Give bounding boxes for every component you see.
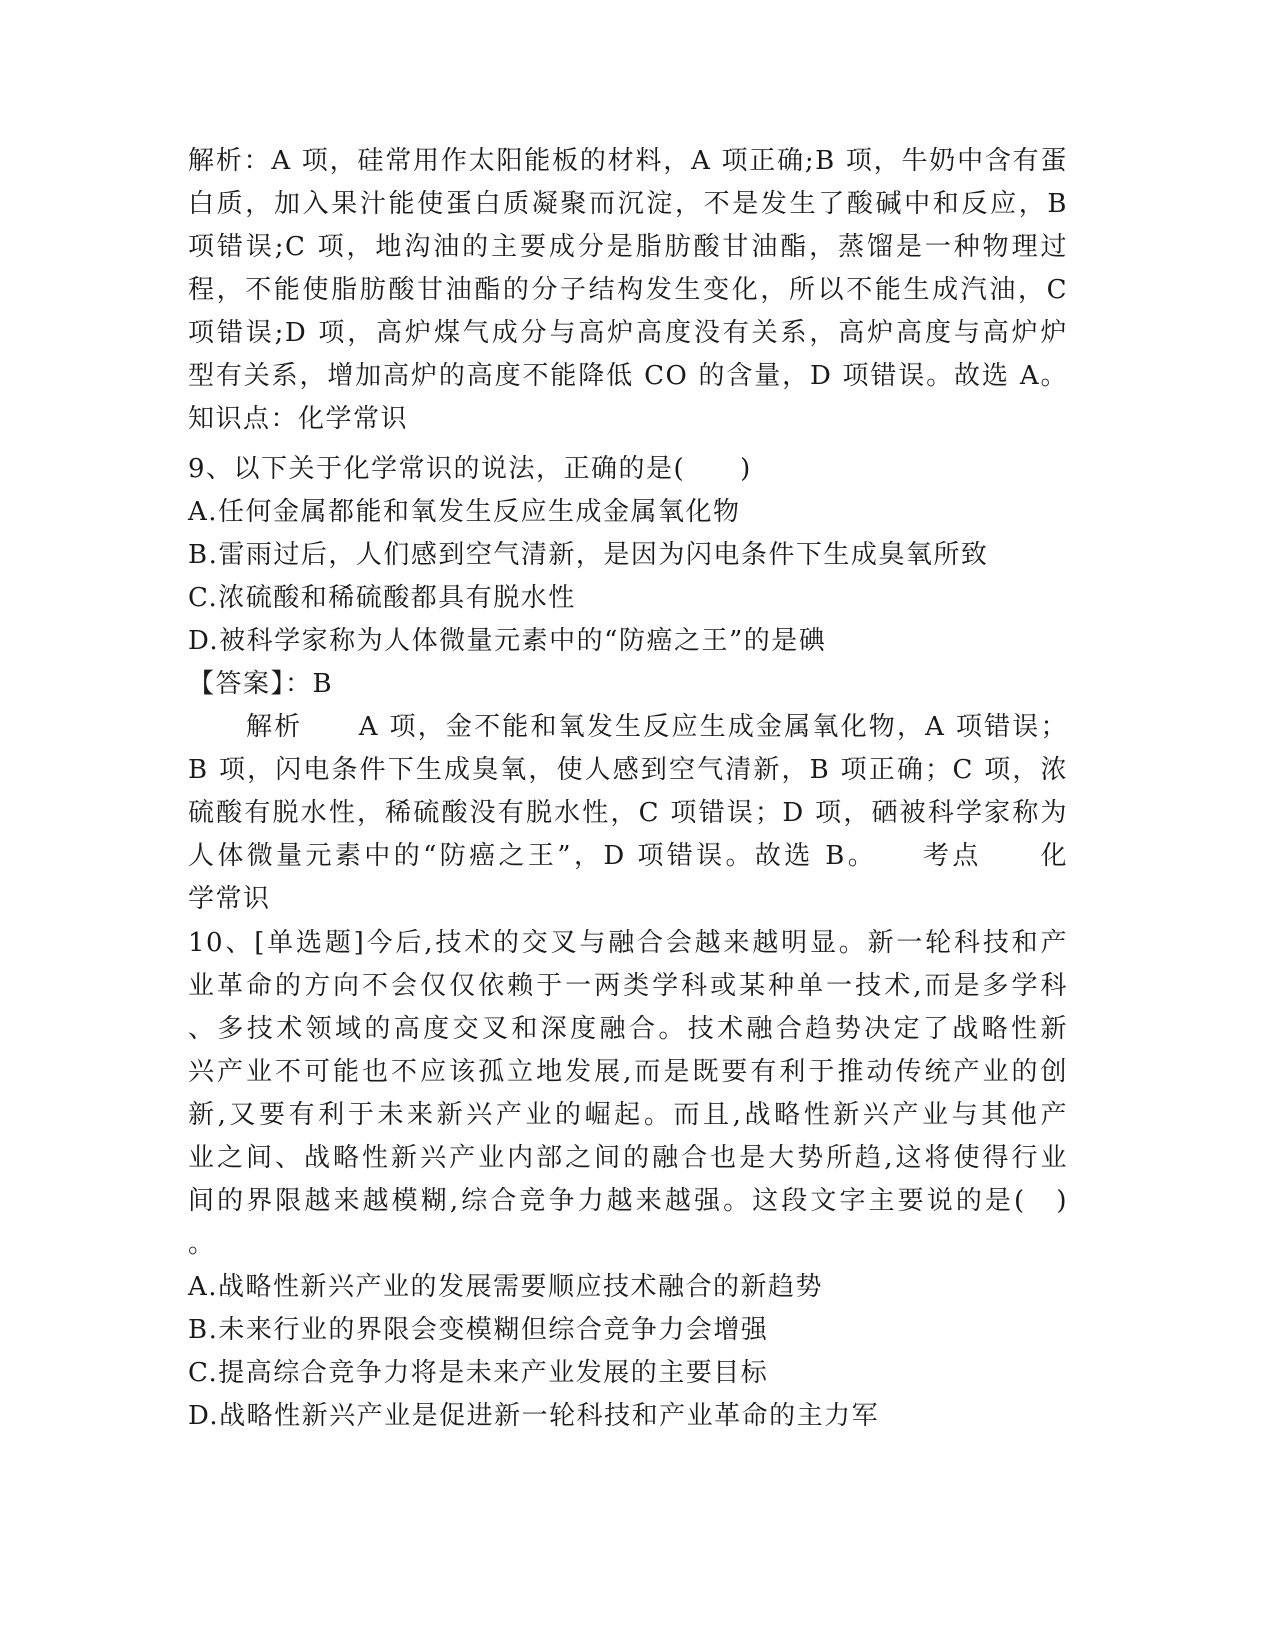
q10-stem-line: 、多技术领域的高度交叉和深度融合。技术融合趋势决定了战略性新 [188,1014,1068,1044]
q8-analysis-line: 解析：A 项，硅常用作太阳能板的材料，A 项正确;B 项，牛奶中含有蛋 [188,146,1068,176]
q10-option-c: C.提高综合竞争力将是未来产业发展的主要目标 [188,1358,769,1388]
q10-option-d: D.战略性新兴产业是促进新一轮科技和产业革命的主力军 [188,1401,880,1431]
q9-option-b: B.雷雨过后，人们感到空气清新，是因为闪电条件下生成臭氧所致 [188,540,989,570]
q9-answer: 【答案】：B [188,669,334,699]
q8-knowledge-point: 知识点：化学常识 [188,404,409,434]
q9-analysis-line: 学常识 [188,884,271,914]
q9-analysis-line: 解析 A 项，金不能和氧发生反应生成金属氧化物，A 项错误； [246,712,1068,742]
q10-option-b: B.未来行业的界限会变模糊但综合竞争力会增强 [188,1315,769,1345]
q10-stem-line: 兴产业不可能也不应该孤立地发展,而是既要有利于推动传统产业的创 [188,1057,1068,1087]
q10-stem-line: 业之间、战略性新兴产业内部之间的融合也是大势所趋,这将使得行业 [188,1143,1068,1173]
question-10 [188,922,1068,1438]
q8-analysis-line: 型有关系，增加高炉的高度不能降低 CO 的含量，D 项错误。故选 A。 [188,361,1068,391]
q9-analysis-line: 硫酸有脱水性，稀硫酸没有脱水性，C 项错误；D 项，硒被科学家称为 [188,798,1068,828]
q8-analysis [188,140,1068,441]
q9-analysis-line: 人体微量元素中的“防癌之王”，D 项错误。故选 B。 考点 化 [188,841,1068,871]
question-9 [188,448,1068,921]
q9-option-a: A.任何金属都能和氧发生反应生成金属氧化物 [188,497,741,527]
q9-option-d: D.被科学家称为人体微量元素中的“防癌之王”的是碘 [188,626,827,656]
q10-stem-line: 业革命的方向不会仅仅依赖于一两类学科或某种单一技术,而是多学科 [188,971,1068,1001]
q10-option-a: A.战略性新兴产业的发展需要顺应技术融合的新趋势 [188,1272,824,1302]
q8-analysis-line: 程，不能使脂肪酸甘油酯的分子结构发生变化，所以不能生成汽油，C [188,275,1068,305]
q10-stem-line: 新,又要有利于未来新兴产业的崛起。而且,战略性新兴产业与其他产 [188,1100,1068,1130]
q9-analysis-line: B 项，闪电条件下生成臭氧，使人感到空气清新，B 项正确；C 项，浓 [188,755,1068,785]
q8-analysis-line: 白质，加入果汁能使蛋白质凝聚而沉淀，不是发生了酸碱中和反应，B [188,189,1068,219]
q8-analysis-line: 项错误;D 项，高炉煤气成分与高炉高度没有关系，高炉高度与高炉炉 [188,318,1068,348]
q9-stem: 9、以下关于化学常识的说法，正确的是( ) [188,454,752,484]
q10-stem-line: 10、[单选题]今后,技术的交叉与融合会越来越明显。新一轮科技和产 [188,928,1068,958]
q10-stem-line: 。 [188,1229,216,1259]
q8-analysis-line: 项错误;C 项，地沟油的主要成分是脂肪酸甘油酯，蒸馏是一种物理过 [188,232,1068,262]
q9-option-c: C.浓硫酸和稀硫酸都具有脱水性 [188,583,576,613]
q10-stem-line: 间的界限越来越模糊,综合竞争力越来越强。这段文字主要说的是( ) [188,1186,1068,1216]
